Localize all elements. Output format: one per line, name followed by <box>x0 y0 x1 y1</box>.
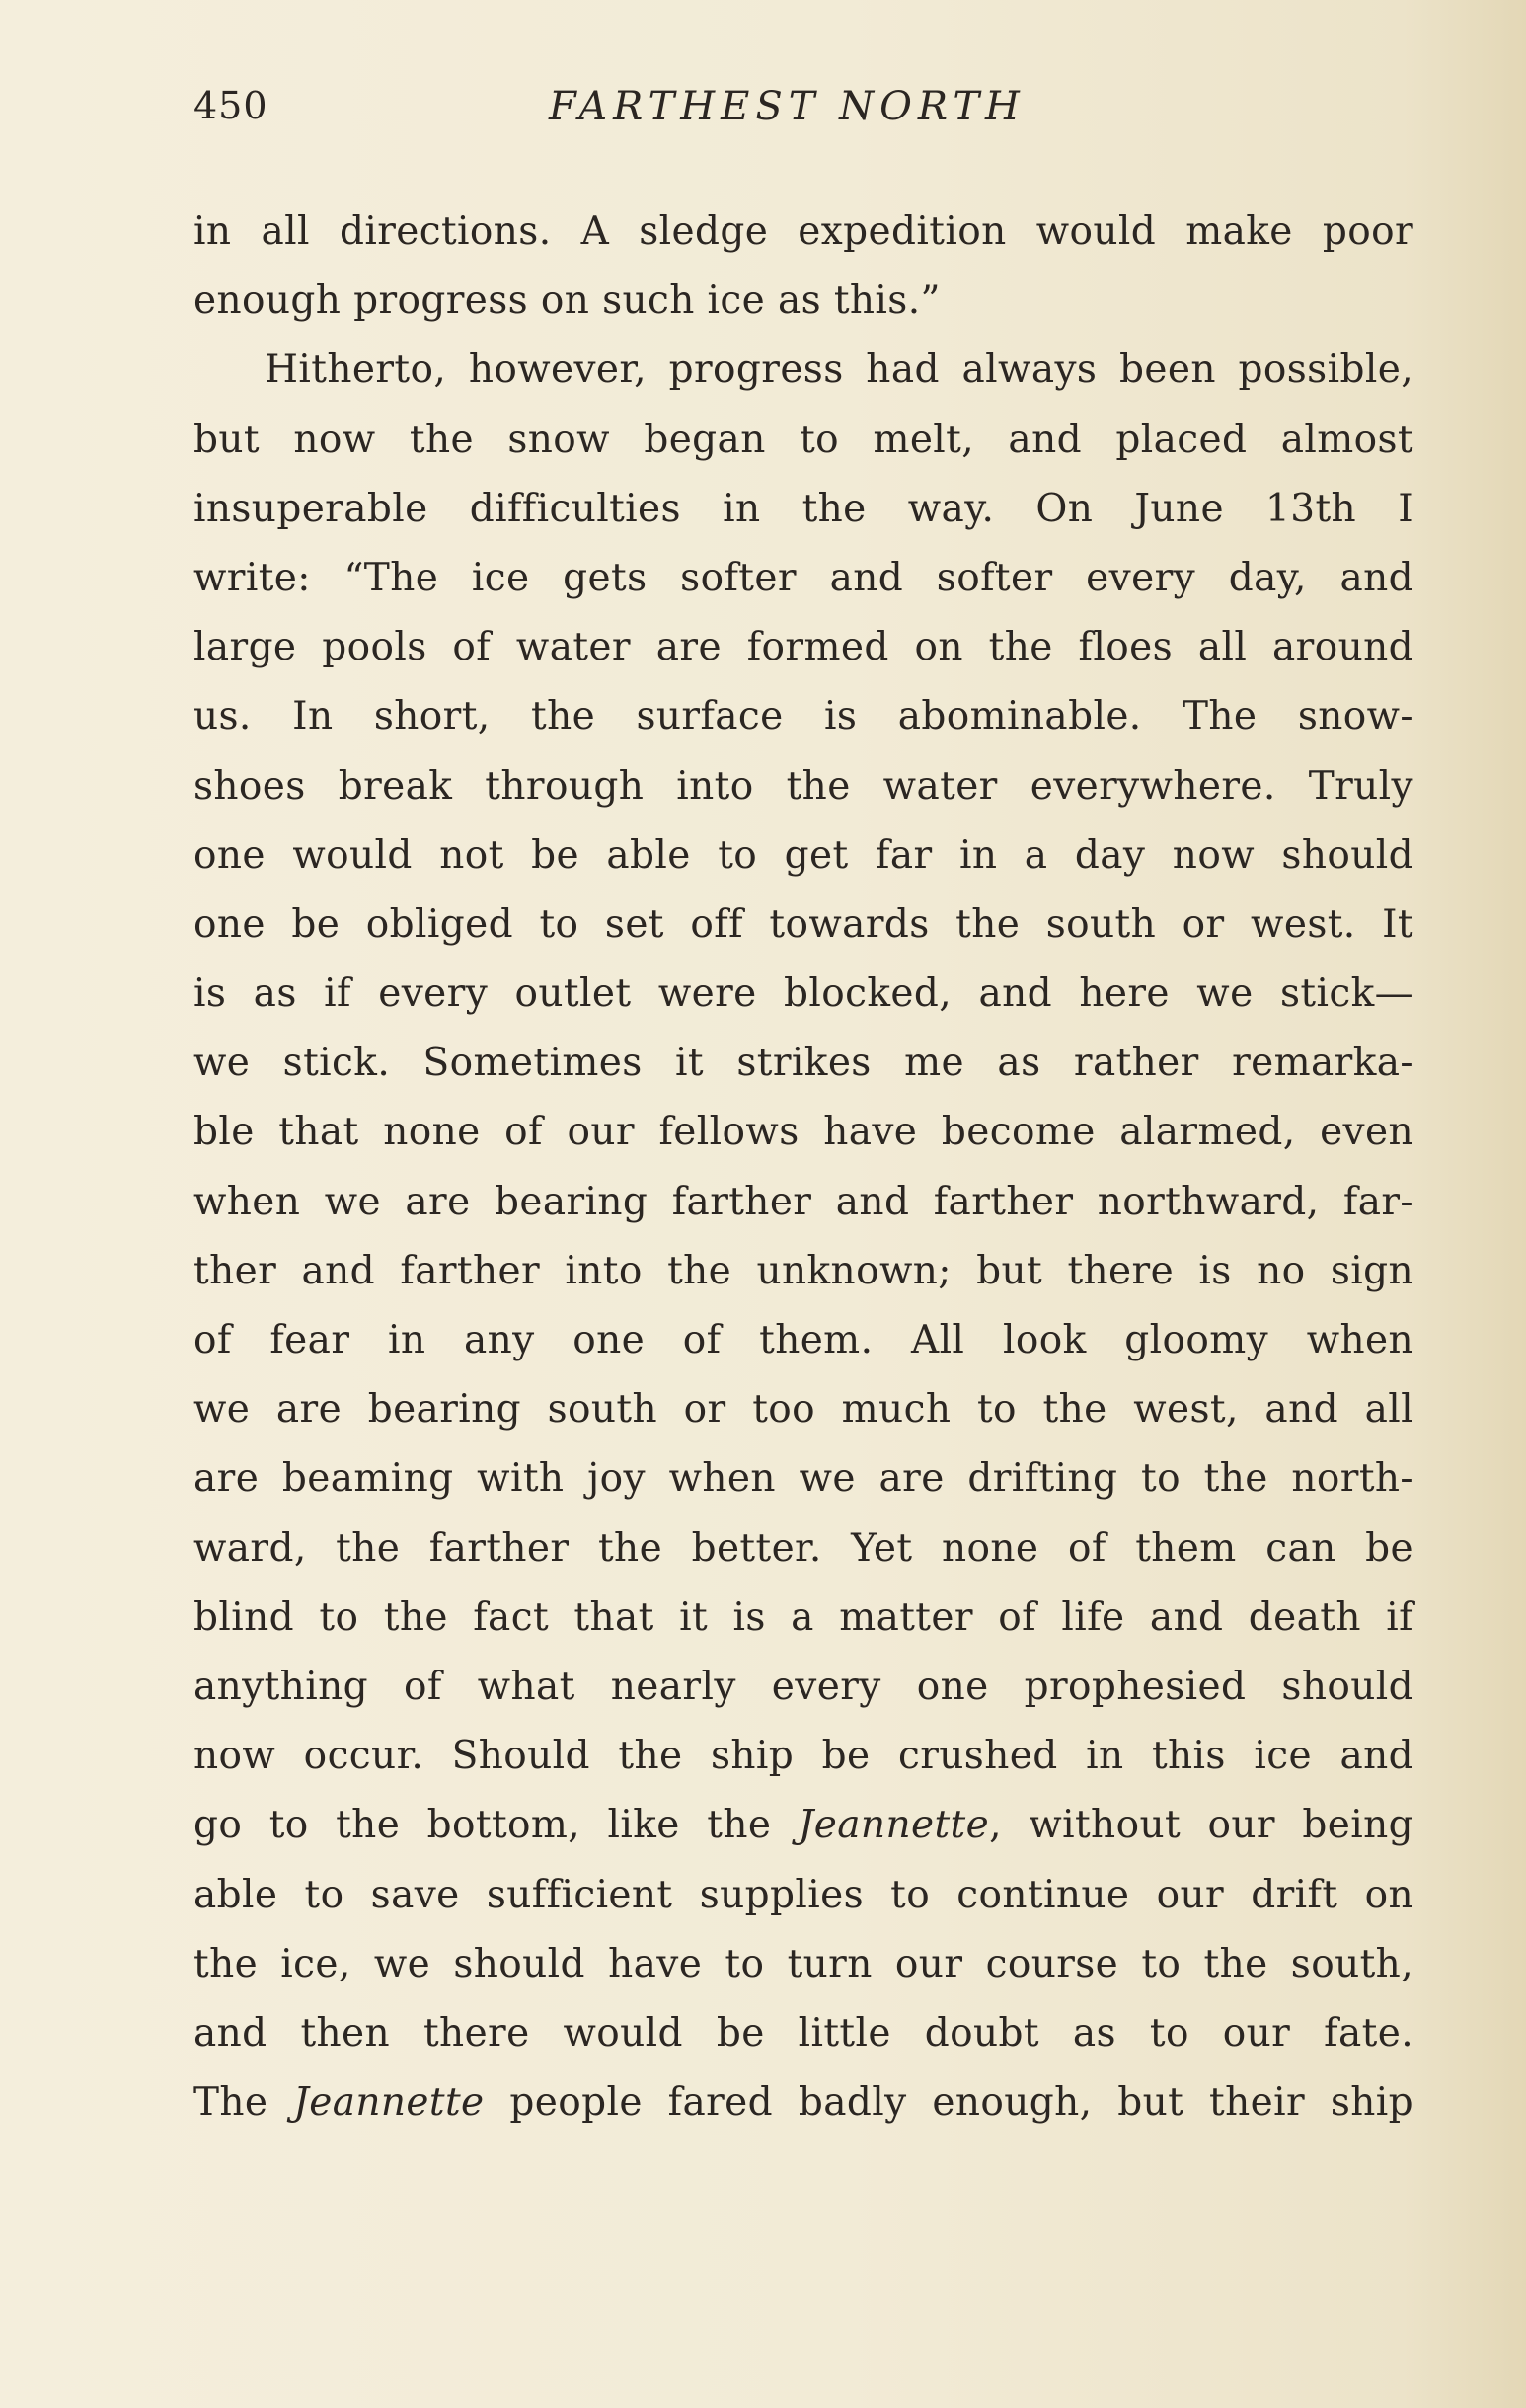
text-line: one would not be able to get far in a day now should <box>193 832 1413 878</box>
text-line: ward, the farther the better. Yet none of them can be <box>193 1525 1413 1571</box>
text-line <box>193 1791 1413 1860</box>
text-line: but now the snow began to melt, and placed almost <box>193 417 1413 462</box>
text-line: are beaming with joy when we are drifting to the north- <box>193 1456 1413 1502</box>
text-line: able to save sufficient supplies to continue our drift on <box>193 1872 1413 1917</box>
text-line: of fear in any one of them. All look gloomy when <box>193 1318 1413 1362</box>
text-line <box>193 2068 1413 2137</box>
text-line: when we are bearing farther and farther northward, far- <box>193 1179 1413 1224</box>
text-line: insuperable difficulties in the way. On June 13th I <box>193 486 1413 531</box>
line-text: The <box>193 2080 294 2126</box>
text-line: we stick. Sometimes it strikes me as rather remarka- <box>193 1041 1413 1086</box>
text-line: write: “The ice gets softer and softer every day, and <box>193 555 1413 600</box>
text-line: we are bearing south or too much to the west, and all <box>193 1387 1413 1433</box>
page-header <box>193 84 1378 153</box>
page-number: 450 <box>193 84 268 127</box>
text-line: us. In short, the surface is abominable. The snow- <box>193 694 1413 739</box>
text-line: shoes break through into the water everywhere. Truly <box>193 763 1413 809</box>
text-line: anything of what nearly every one prophesied should <box>193 1664 1413 1709</box>
line-text: , without our being <box>989 1803 1413 1848</box>
italic-ship-name: Jeannette <box>293 2080 485 2126</box>
text-line: and then there would be little doubt as to our fate. <box>193 2010 1413 2056</box>
text-line: one be obliged to set off towards the south or west. It <box>193 901 1413 947</box>
line-text: people fared badly enough, but their ship <box>484 2080 1413 2126</box>
line-text: go to the bottom, like the <box>193 1803 799 1848</box>
text-line: the ice, we should have to turn our course to the south, <box>193 1941 1413 1986</box>
body-text <box>193 197 1413 2137</box>
text-line: is as if every outlet were blocked, and here we stick— <box>193 971 1413 1017</box>
italic-ship-name: Jeannette <box>798 1803 990 1848</box>
text-line: enough progress on such ice as this.” <box>193 278 941 324</box>
text-line: large pools of water are formed on the floes all around <box>193 625 1413 670</box>
text-line: ther and farther into the unknown; but there is no sign <box>193 1248 1413 1293</box>
text-line: now occur. Should the ship be crushed in this ice and <box>193 1734 1413 1779</box>
text-line: in all directions. A sledge expedition would make poor <box>193 209 1413 254</box>
running-head: FARTHEST NORTH <box>549 84 1026 129</box>
text-line: ble that none of our fellows have become alarmed, even <box>193 1110 1413 1155</box>
text-line: Hitherto, however, progress had always been possible, <box>265 348 1413 393</box>
text-line: blind to the fact that it is a matter of life and death if <box>193 1594 1413 1640</box>
